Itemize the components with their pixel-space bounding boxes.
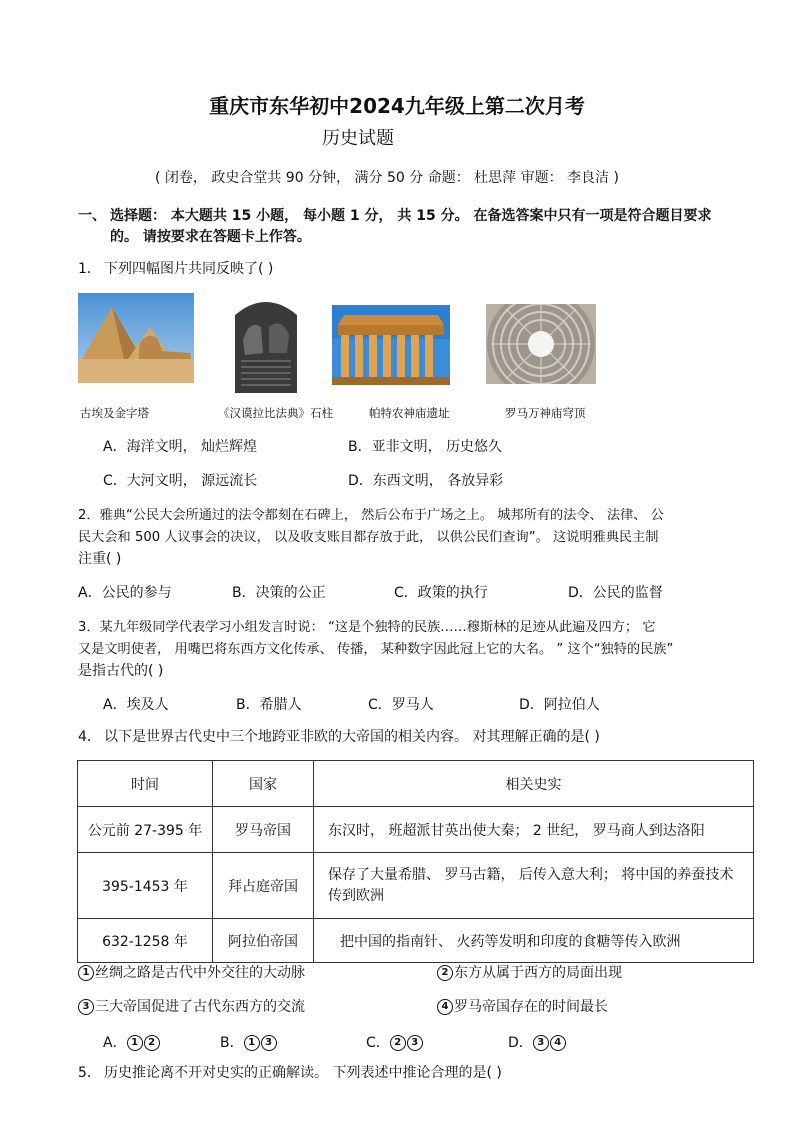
table-cell-time: 395-1453 年 xyxy=(78,853,213,919)
option-letter: B． xyxy=(220,1035,244,1051)
option-letter: B． xyxy=(348,439,372,455)
q5-stem: 历史推论离不开对史实的正确解读。 下列表述中推论合理的是( ) xyxy=(104,1065,502,1081)
option-text: 公民的监督 xyxy=(592,585,663,601)
option-text: 决策的公正 xyxy=(255,585,326,601)
q3-line1 xyxy=(78,616,655,635)
q3-text-line1: 某九年级同学代表学习小组发言时说： “这是个独特的民族……穆斯林的足迹从此遍及四方； 它 xyxy=(99,620,656,635)
option-text: 政策的执行 xyxy=(417,585,488,601)
q3-option-c[interactable] xyxy=(368,694,434,714)
option-letter: D． xyxy=(519,697,544,713)
option-text: 阿拉伯人 xyxy=(543,697,600,713)
q4-option-c[interactable] xyxy=(366,1032,424,1052)
q1-option-a[interactable] xyxy=(103,436,257,456)
hammurabi-stele-image xyxy=(227,293,305,393)
q4-statement-4 xyxy=(437,996,608,1016)
empires-table xyxy=(77,760,754,963)
circled-number: 2 xyxy=(390,1035,406,1051)
exam-info: ( 闭卷， 政史合堂共 90 分钟， 满分 50 分 命题： 杜思萍 审题： 李良洁 ) xyxy=(155,170,619,186)
circled-number: 3 xyxy=(78,999,94,1015)
option-text: 公民的参与 xyxy=(101,585,172,601)
q2-option-a[interactable] xyxy=(78,582,172,602)
option-letter: D． xyxy=(508,1035,533,1051)
option-letter: B． xyxy=(236,697,260,713)
option-text: 希腊人 xyxy=(259,697,302,713)
table-cell-fact: 东汉时， 班超派甘英出使大秦； 2 世纪， 罗马商人到达洛阳 xyxy=(314,807,754,853)
table-row xyxy=(78,807,754,853)
q1-option-d[interactable] xyxy=(348,470,503,490)
statement-text: 东方从属于西方的局面出现 xyxy=(454,965,622,981)
q2-option-d[interactable] xyxy=(568,582,663,602)
circled-number: 3 xyxy=(261,1035,277,1051)
statement-text: 三大帝国促进了古代东西方的交流 xyxy=(95,999,305,1015)
q2-line1 xyxy=(78,504,664,523)
circled-number: 3 xyxy=(407,1035,423,1051)
table-cell-country: 罗马帝国 xyxy=(213,807,314,853)
table-header-row xyxy=(78,761,754,807)
q3-number: 3． xyxy=(78,620,100,635)
q2-option-b[interactable] xyxy=(232,582,326,602)
circled-number: 1 xyxy=(127,1035,143,1051)
circled-number: 4 xyxy=(550,1035,566,1051)
option-text: 东西文明， 各放异彩 xyxy=(372,473,504,489)
option-letter: A． xyxy=(78,585,102,601)
table-cell-time: 632-1258 年 xyxy=(78,919,213,963)
table-cell-fact: 把中国的指南针、 火药等发明和印度的食糖等传入欧洲 xyxy=(314,919,754,963)
option-letter: A． xyxy=(103,697,127,713)
exam-subtitle: 历史试题 xyxy=(322,128,394,149)
circled-number: 4 xyxy=(437,999,453,1015)
pyramid-sphinx-image xyxy=(78,293,194,383)
option-letter: C． xyxy=(103,473,127,489)
option-letter: A． xyxy=(103,439,127,455)
q2-line2: 民大会和 500 人议事会的决议， 以及收支账目都存放于此， 以供公民们查询”。 这说明雅典民主制 xyxy=(78,530,659,545)
q4-statement-1 xyxy=(78,962,305,982)
circled-number: 1 xyxy=(244,1035,260,1051)
statement-text: 丝绸之路是古代中外交往的大动脉 xyxy=(95,965,305,981)
q2-line3: 注重( ) xyxy=(78,551,122,567)
q4-option-a[interactable] xyxy=(103,1032,161,1052)
q2-text-line1: 雅典“公民大会所通过的法令都刻在石碑上， 然后公布于广场之上。 城邦所有的法令、 法律、 公 xyxy=(99,508,664,523)
q2-number: 2． xyxy=(78,508,100,523)
exam-title: 重庆市东华初中2024九年级上第二次月考 xyxy=(209,94,585,118)
table-cell-country: 拜占庭帝国 xyxy=(213,853,314,919)
table-row xyxy=(78,919,754,963)
q4-option-b[interactable] xyxy=(220,1032,278,1052)
option-letter: D． xyxy=(568,585,593,601)
section-number: 一、 xyxy=(78,208,106,224)
table-row xyxy=(78,853,754,919)
q4-option-d[interactable] xyxy=(508,1032,567,1052)
q4-number: 4． xyxy=(78,729,101,745)
q4-statement-3 xyxy=(78,996,305,1016)
caption-pyramid: 古埃及金字塔 xyxy=(80,406,149,420)
option-letter: C． xyxy=(394,585,418,601)
option-text: 罗马人 xyxy=(391,697,434,713)
option-letter: B． xyxy=(232,585,256,601)
q1-stem: 下列四幅图片共同反映了( ) xyxy=(104,261,274,277)
circled-number: 3 xyxy=(533,1035,549,1051)
q2-option-c[interactable] xyxy=(394,582,488,602)
q1-option-c[interactable] xyxy=(103,470,257,490)
circled-number: 1 xyxy=(78,965,94,981)
table-header-country: 国家 xyxy=(213,761,314,807)
option-text: 亚非文明， 历史悠久 xyxy=(371,439,503,455)
caption-parthenon: 帕特农神庙遗址 xyxy=(369,406,450,420)
parthenon-image xyxy=(332,305,450,385)
q4-stem: 以下是世界古代史中三个地跨亚非欧的大帝国的相关内容。 对其理解正确的是( ) xyxy=(104,729,600,745)
table-header-time: 时间 xyxy=(78,761,213,807)
table-header-facts: 相关史实 xyxy=(314,761,754,807)
q1-number: 1． xyxy=(78,261,101,277)
pantheon-dome-image xyxy=(486,304,596,384)
q1-option-b[interactable] xyxy=(348,436,502,456)
table-cell-time: 公元前 27-395 年 xyxy=(78,807,213,853)
option-letter: D． xyxy=(348,473,373,489)
option-text: 大河文明， 源远流长 xyxy=(126,473,258,489)
section-instructions-line1: 选择题： 本大题共 15 小题， 每小题 1 分， 共 15 分。 在备选答案中只有一项是符合题目要求 xyxy=(110,208,712,224)
q3-option-d[interactable] xyxy=(519,694,600,714)
q3-option-b[interactable] xyxy=(236,694,302,714)
option-letter: C． xyxy=(368,697,392,713)
q5-number: 5． xyxy=(78,1065,101,1081)
option-text: 海洋文明， 灿烂辉煌 xyxy=(126,439,258,455)
table-cell-country: 阿拉伯帝国 xyxy=(213,919,314,963)
q4-statement-2 xyxy=(437,962,622,982)
caption-stele: 《汉谟拉比法典》石柱 xyxy=(218,406,333,420)
table-cell-fact: 保存了大量希腊、 罗马古籍， 后传入意大利； 将中国的养蚕技术传到欧洲 xyxy=(314,853,754,919)
q3-line2: 又是文明使者， 用嘴巴将东西方文化传承、 传播， 某种数字因此冠上它的大名。 ” 这个“独特的民族” xyxy=(78,642,674,657)
option-letter: A． xyxy=(103,1035,127,1051)
circled-number: 2 xyxy=(437,965,453,981)
q3-option-a[interactable] xyxy=(103,694,169,714)
circled-number: 2 xyxy=(144,1035,160,1051)
section-instructions-line2: 的。 请按要求在答题卡上作答。 xyxy=(110,229,311,245)
caption-pantheon: 罗马万神庙穹顶 xyxy=(505,406,586,420)
statement-text: 罗马帝国存在的时间最长 xyxy=(454,999,608,1015)
q3-line3: 是指古代的( ) xyxy=(78,663,164,679)
option-text: 埃及人 xyxy=(126,697,169,713)
option-letter: C． xyxy=(366,1035,390,1051)
